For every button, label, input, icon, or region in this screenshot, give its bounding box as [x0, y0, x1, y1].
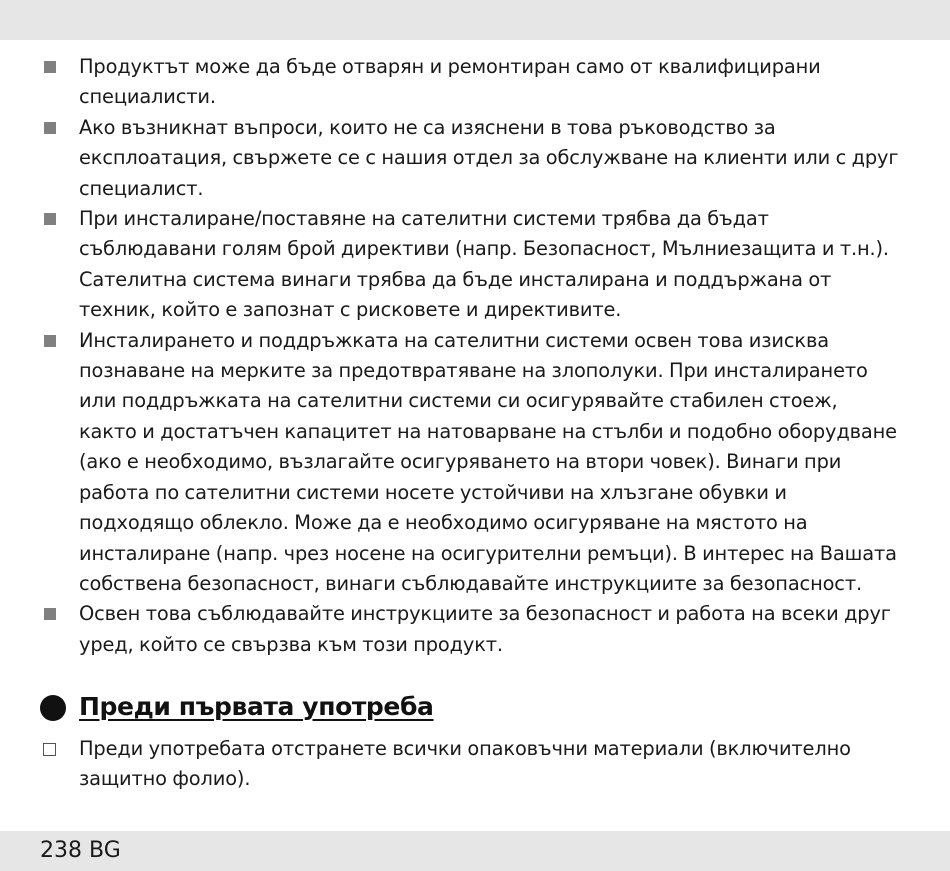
section-title: Преди първата употреба: [79, 692, 434, 721]
list-item: [0, 52, 950, 113]
page-number-value: 238: [40, 838, 82, 863]
list-item-text: Инсталирането и поддръжката на сателитни системи освен това изисква познаване на мерките за предотвратяване на злополуки. При инсталирането или поддръжката на сателитни системи си осигурявайте стабилен стоеж, както и достатъчен капацитет на натоварване на стълби и подобно оборудване (ако е необходимо, възлагайте осигуряването на втори човек). Винаги при работа по сателитни системи носете устойчиви на хлъзгане обувки и подходящо облекло. Може да е необходимо осигуряване на мястото на инсталиране (напр. чрез носене на осигурителни ремъци). В интерес на Вашата собствена безопасност, винаги съблюдавайте инструкциите за безопасност.: [79, 328, 897, 595]
header-band: [0, 0, 950, 40]
list-item: [0, 204, 950, 326]
filled-circle-icon: [40, 695, 66, 721]
list-item: [0, 113, 950, 204]
step-list: [0, 734, 950, 795]
list-item: [0, 599, 950, 660]
page-number: [40, 836, 121, 866]
square-bullet-icon: [44, 213, 56, 225]
page-language: BG: [89, 838, 121, 863]
list-item-text: Ако възникнат въпроси, които не са изяснени в това ръководство за експлоатация, свържете се с нашия отдел за обслужване на клиенти или с друг специалист.: [79, 115, 899, 200]
square-bullet-icon: [44, 608, 56, 620]
list-item-text: При инсталиране/поставяне на сателитни системи трябва да бъдат съблюдавани голям брой директиви (напр. Безопасност, Мълниезащита и т.н.). Сателитна система винаги трябва да бъде инсталирана и поддържана от техник, който е запознат с рисковете и директивите.: [79, 207, 889, 322]
square-bullet-icon: [44, 122, 56, 134]
list-item: [0, 326, 950, 600]
list-item-text: Продуктът може да бъде отварян и ремонтиран само от квалифицирани специалисти.: [79, 55, 821, 109]
list-item: [0, 734, 950, 795]
square-bullet-icon: [44, 61, 56, 73]
checkbox-icon: [43, 743, 56, 756]
list-item-text: Освен това съблюдавайте инструкциите за безопасност и работа на всеки друг уред, който се свързва към този продукт.: [79, 602, 891, 656]
step-text: Преди употребата отстранете всички опаковъчни материали (включително защитно фолио).: [79, 737, 851, 791]
footer-band: [0, 831, 950, 871]
square-bullet-icon: [44, 335, 56, 347]
safety-bullet-list: [0, 52, 950, 660]
